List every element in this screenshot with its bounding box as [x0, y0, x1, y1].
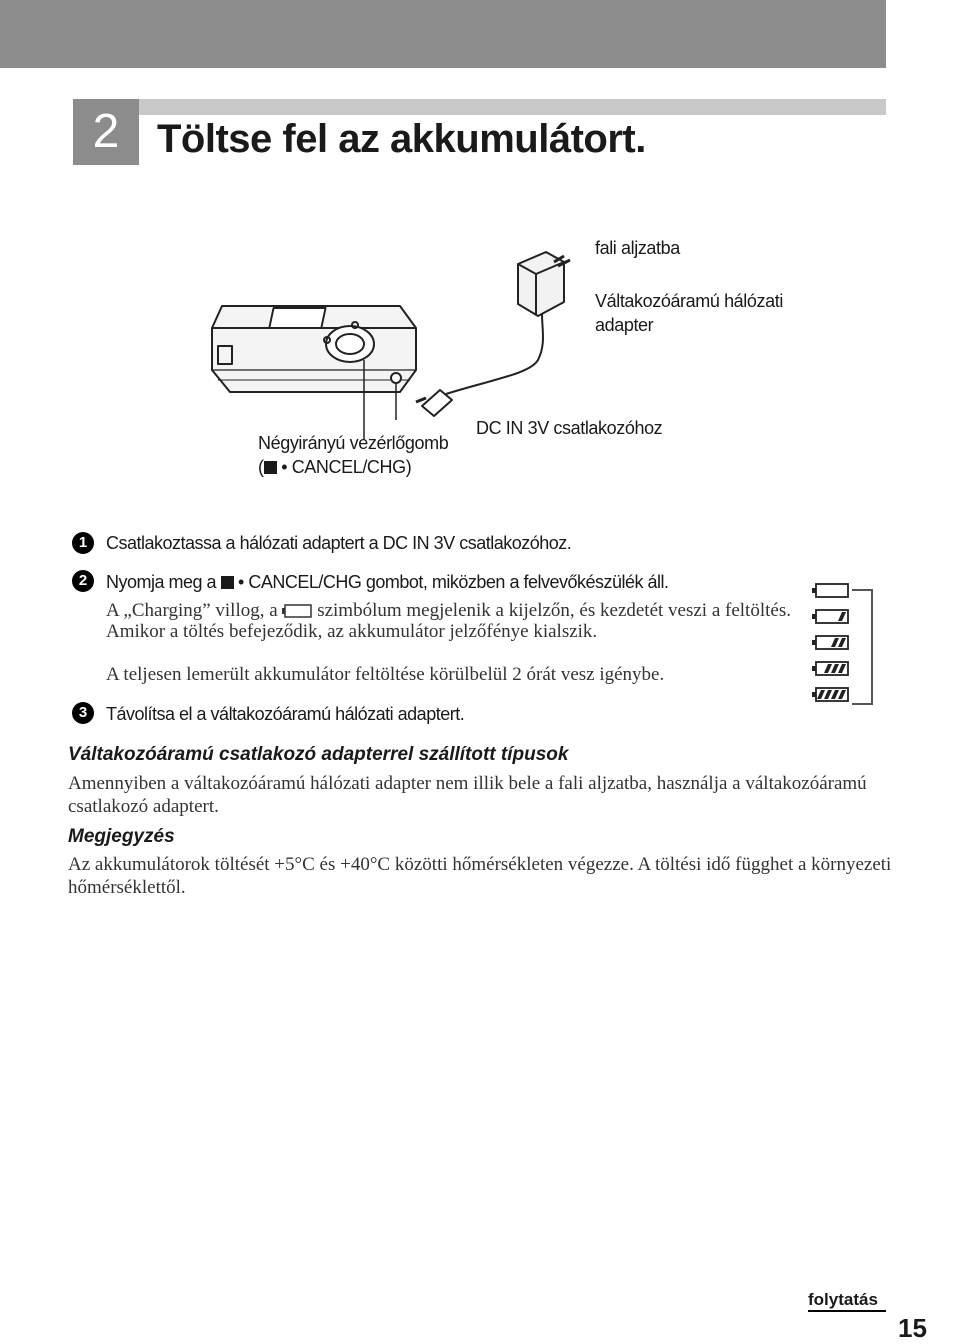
step-2-heading-prefix: Nyomja meg a — [106, 572, 221, 592]
note-2-text: Az akkumulátorok töltését +5°C és +40°C közötti hőmérsékleten végezze. A töltési idő függhet a környezeti hőmérséklettől. — [68, 854, 892, 898]
battery-icon — [282, 604, 312, 618]
step-2-heading — [106, 572, 669, 593]
step-2-body-2: A teljesen lemerült akkumulátor feltöltése körülbelül 2 órát vesz igénybe. — [106, 664, 665, 685]
note-2-heading: Megjegyzés — [68, 826, 175, 847]
section-rule — [139, 99, 886, 115]
battery-level-0-icon — [812, 584, 848, 597]
control-label-suffix: • CANCEL/CHG) — [276, 457, 412, 477]
battery-level-4-icon — [812, 688, 848, 701]
dcin-label: DC IN 3V csatlakozóhoz — [476, 418, 663, 438]
section-title: Töltse fel az akkumulátort. — [157, 117, 646, 161]
step-2-heading-suffix: • CANCEL/CHG gombot, miközben a felvevőkészülék áll. — [233, 572, 669, 592]
stop-icon — [221, 576, 234, 589]
adapter-label-line2: adapter — [595, 315, 654, 335]
step-3-number: 3 — [72, 702, 94, 724]
step-2-number: 2 — [72, 570, 94, 592]
step-2-body-1 — [106, 600, 796, 642]
stop-icon — [264, 461, 277, 474]
section-number: 2 — [73, 99, 139, 165]
control-label-line2 — [258, 457, 411, 478]
adapter-label-line1: Váltakozóáramú hálózati — [595, 291, 783, 311]
continue-label: folytatás — [808, 1290, 878, 1309]
battery-level-indicator — [812, 582, 878, 712]
control-label-line1: Négyirányú vezérlőgomb — [258, 433, 449, 453]
step-1-number: 1 — [72, 532, 94, 554]
battery-level-3-icon — [812, 662, 848, 675]
battery-level-1-icon — [812, 610, 848, 623]
note-1-heading: Váltakozóáramú csatlakozó adapterrel szállított típusok — [68, 744, 569, 765]
step-2-body-suffix: szimbólum megjelenik a kijelzőn, és kezdetét veszi a feltöltés. Amikor a töltés befejeződik, az akkumulátor jelzőfénye kialszik. — [106, 600, 791, 642]
step-1-heading: Csatlakoztassa a hálózati adaptert a DC IN 3V csatlakozóhoz. — [106, 533, 572, 553]
battery-level-2-icon — [812, 636, 848, 649]
step-2-body-prefix: A „Charging” villog, a — [106, 600, 283, 621]
continue-rule — [808, 1310, 886, 1312]
page-number: 15 — [898, 1313, 927, 1343]
header-bar — [0, 0, 886, 68]
wall-outlet-label: fali aljzatba — [595, 238, 680, 258]
note-1-text: Amennyiben a váltakozóáramú hálózati adapter nem illik bele a fali aljzatba, használja a váltakozóáramú csatlakozó adaptert. — [68, 773, 867, 817]
control-label-prefix: ( — [258, 457, 264, 477]
step-3-heading: Távolítsa el a váltakozóáramú hálózati adaptert. — [106, 704, 465, 724]
